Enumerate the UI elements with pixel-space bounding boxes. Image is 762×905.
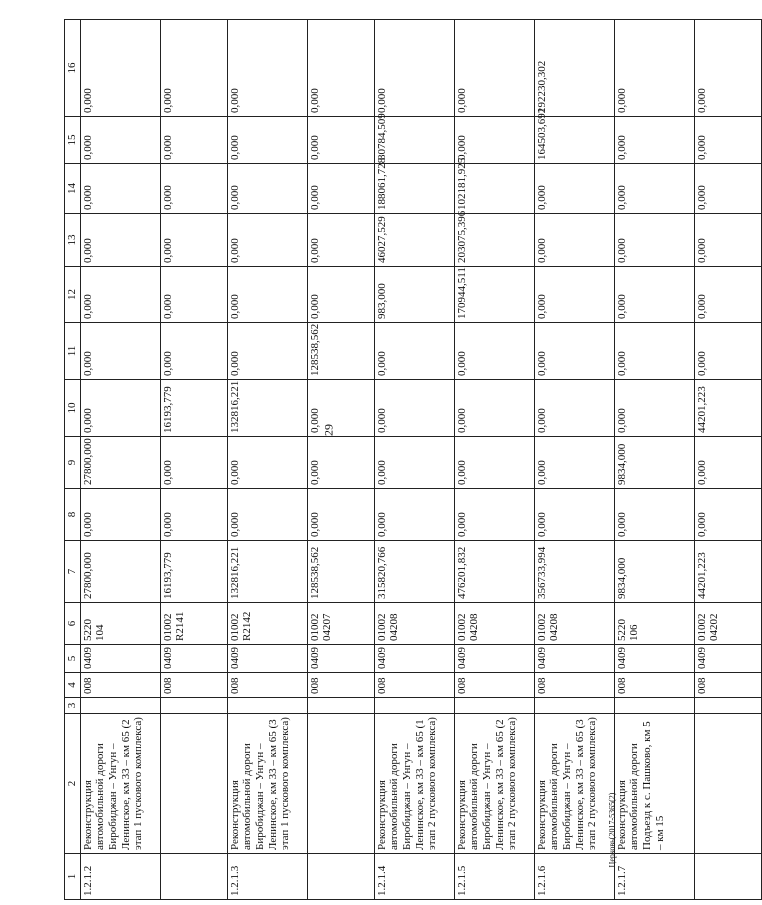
table-cell: 008: [694, 673, 761, 698]
table-cell: 0,000: [614, 489, 694, 541]
object-name-cell: [694, 714, 761, 854]
table-cell: 0,000: [694, 323, 761, 380]
table-header-row: [65, 20, 81, 900]
table-cell: 132816,221: [227, 541, 307, 603]
table-cell: 0,000: [160, 214, 227, 267]
table-cell: 0,000: [80, 267, 160, 323]
table-cell: 0,000: [227, 164, 307, 214]
table-cell: 27800,000: [80, 437, 160, 489]
table-cell: 9834,000: [614, 437, 694, 489]
row-number-cell: 1.2.1.5: [454, 854, 534, 900]
column-header: 16: [65, 20, 81, 117]
table-cell: 008: [454, 673, 534, 698]
table-cell: 0,000: [454, 380, 534, 437]
table-row: [307, 20, 374, 900]
table-cell: 0,000: [80, 164, 160, 214]
table-cell: 0,000: [534, 489, 614, 541]
column-header: 8: [65, 489, 81, 541]
table-cell: 16193,779: [160, 380, 227, 437]
table-cell: 0409: [694, 645, 761, 673]
table-cell: 0,000: [614, 323, 694, 380]
table-cell: 0,000: [227, 323, 307, 380]
table-cell: [534, 698, 614, 714]
table-cell: 0,000: [80, 20, 160, 117]
table-cell: 0,000: [694, 164, 761, 214]
object-name-cell: Реконструкция автомобильной дороги Биробиджан – Унгун – Ленинское, км 33 – км 65 (2 этап 2 пускового комплекса): [454, 714, 534, 854]
table-cell: 0,000: [80, 323, 160, 380]
table-row: [374, 20, 454, 900]
table-cell: 0,000: [374, 20, 454, 117]
table-cell: 008: [160, 673, 227, 698]
column-header: 10: [65, 380, 81, 437]
object-name-cell: [307, 714, 374, 854]
table-cell: 0,000: [374, 489, 454, 541]
object-name-cell: Реконструкция автомобильной дороги Биробиджан – Унгун – Ленинское, км 33 – км 65 (2 этап 1 пускового комплекса): [80, 714, 160, 854]
table-cell: 0,000: [614, 117, 694, 164]
table-cell: 9834,000: [614, 541, 694, 603]
table-cell: 0,000: [80, 117, 160, 164]
table-cell: 0,000: [160, 437, 227, 489]
table-row: [80, 20, 160, 900]
table-cell: 01002 04202: [694, 603, 761, 645]
row-number-cell: 1.2.1.4: [374, 854, 454, 900]
table-cell: 0,000: [454, 323, 534, 380]
table-cell: 128538,562: [307, 541, 374, 603]
table-cell: 192230,302: [534, 20, 614, 117]
table-cell: 0,000: [227, 20, 307, 117]
table-cell: 0,000: [694, 117, 761, 164]
table-cell: 01002 04208: [374, 603, 454, 645]
table-cell: 0409: [374, 645, 454, 673]
table-cell: 0,000: [307, 267, 374, 323]
table-cell: 0,000: [694, 214, 761, 267]
table-cell: 203075,396: [454, 214, 534, 267]
table-cell: 0,000: [614, 164, 694, 214]
object-name-cell: Реконструкция автомобильной дороги Биробиджан – Унгун – Ленинское, км 33 – км 65 (3 этап 2 пускового комплекса): [534, 714, 614, 854]
table-cell: 102181,925: [454, 164, 534, 214]
table-cell: 0,000: [614, 214, 694, 267]
table-cell: 0,000: [454, 437, 534, 489]
object-name-cell: Реконструкция автомобильной дороги Биробиджан – Унгун – Ленинское, км 33 – км 65 (3 этап 1 пускового комплекса): [227, 714, 307, 854]
table-row: [534, 20, 614, 900]
table-cell: 356733,994: [534, 541, 614, 603]
table-row: [454, 20, 534, 900]
table-cell: 0,000: [227, 437, 307, 489]
table-cell: 46027,529: [374, 214, 454, 267]
table-cell: 0,000: [160, 323, 227, 380]
table-cell: 0,000: [307, 20, 374, 117]
table-cell: 0,000: [534, 267, 614, 323]
table-row: [227, 20, 307, 900]
table-cell: 170944,511: [454, 267, 534, 323]
table-cell: 0,000: [307, 214, 374, 267]
column-header: 13: [65, 214, 81, 267]
table-cell: 008: [307, 673, 374, 698]
column-header: 3: [65, 698, 81, 714]
table-cell: 0409: [227, 645, 307, 673]
table-cell: [614, 698, 694, 714]
table-cell: 0,000: [534, 164, 614, 214]
table-cell: 315820,766: [374, 541, 454, 603]
table-cell: 0,000: [227, 489, 307, 541]
table-cell: 0,000: [307, 117, 374, 164]
table-cell: 008: [614, 673, 694, 698]
table-cell: 0409: [307, 645, 374, 673]
table-cell: 01002 R2141: [160, 603, 227, 645]
object-name-cell: Реконструкция автомобильной дороги Биробиджан – Унгун – Ленинское, км 33 – км 65 (1 этап 2 пускового комплекса): [374, 714, 454, 854]
table-cell: [694, 698, 761, 714]
table-cell: 983,000: [374, 267, 454, 323]
table-cell: 0,000: [80, 380, 160, 437]
table-cell: 188061,728: [374, 164, 454, 214]
row-number-cell: 1.2.1.6: [534, 854, 614, 900]
table-cell: 0,000: [307, 164, 374, 214]
row-number-cell: [694, 854, 761, 900]
table-cell: 0,000: [307, 489, 374, 541]
table-cell: 0,000: [694, 489, 761, 541]
table-cell: 0,000: [307, 380, 374, 437]
table-cell: 0409: [80, 645, 160, 673]
table-cell: 008: [80, 673, 160, 698]
table-cell: 0,000: [227, 214, 307, 267]
table-cell: 44201,223: [694, 380, 761, 437]
table-cell: 01002 04208: [454, 603, 534, 645]
column-header: 6: [65, 603, 81, 645]
table-cell: 0,000: [160, 20, 227, 117]
table-cell: 0,000: [694, 20, 761, 117]
column-header: 15: [65, 117, 81, 164]
table-cell: [80, 698, 160, 714]
table-cell: 008: [374, 673, 454, 698]
table-row: [614, 20, 694, 900]
column-header: 11: [65, 323, 81, 380]
table-cell: 128538,562: [307, 323, 374, 380]
table-cell: 44201,223: [694, 541, 761, 603]
table-cell: 0,000: [160, 267, 227, 323]
table-cell: 0409: [160, 645, 227, 673]
column-header: 12: [65, 267, 81, 323]
table-cell: 0409: [614, 645, 694, 673]
table-cell: 0,000: [534, 380, 614, 437]
table-cell: 5220 106: [614, 603, 694, 645]
table-cell: 0,000: [534, 323, 614, 380]
column-header: 7: [65, 541, 81, 603]
table-cell: 0,000: [454, 489, 534, 541]
table-row: [694, 20, 761, 900]
table-cell: 0,000: [614, 20, 694, 117]
table-cell: [374, 698, 454, 714]
table-cell: [307, 698, 374, 714]
column-header: 5: [65, 645, 81, 673]
budget-table: [64, 19, 762, 900]
table-cell: 0,000: [80, 214, 160, 267]
table-cell: 0,000: [694, 267, 761, 323]
object-name-cell: Реконструкция автомобильной дороги Подъезд к с. Пашково, км 5 – км 15: [614, 714, 694, 854]
table-cell: 0,000: [614, 380, 694, 437]
table-cell: 0,000: [374, 323, 454, 380]
table-cell: 0,000: [374, 380, 454, 437]
object-name-cell: [160, 714, 227, 854]
table-cell: 0409: [454, 645, 534, 673]
column-header: 9: [65, 437, 81, 489]
column-header: 4: [65, 673, 81, 698]
page-number: 29: [321, 424, 336, 436]
column-header: 1: [65, 854, 81, 900]
row-number-cell: [307, 854, 374, 900]
table-cell: [454, 698, 534, 714]
table-cell: 0,000: [614, 267, 694, 323]
table-cell: [227, 698, 307, 714]
table-row: [160, 20, 227, 900]
table-cell: 0409: [534, 645, 614, 673]
table-cell: 008: [227, 673, 307, 698]
document-footer: Церковь(2017-5365(2): [607, 792, 617, 868]
table-cell: 0,000: [80, 489, 160, 541]
table-cell: 132816,221: [227, 380, 307, 437]
table-body: [80, 20, 761, 900]
table-cell: 5220 104: [80, 603, 160, 645]
row-number-cell: 1.2.1.3: [227, 854, 307, 900]
table-cell: 476201,832: [454, 541, 534, 603]
table-cell: 27800,000: [80, 541, 160, 603]
table-cell: 01002 04207: [307, 603, 374, 645]
table-cell: 01002 04208: [534, 603, 614, 645]
row-number-cell: 1.2.1.7: [614, 854, 694, 900]
table-cell: 0,000: [307, 437, 374, 489]
table-cell: 0,000: [694, 437, 761, 489]
table-cell: 0,000: [534, 214, 614, 267]
row-number-cell: 1.2.1.2: [80, 854, 160, 900]
table-cell: [160, 698, 227, 714]
column-header: 14: [65, 164, 81, 214]
table-cell: 0,000: [227, 267, 307, 323]
table-cell: 0,000: [374, 437, 454, 489]
table-cell: 0,000: [160, 117, 227, 164]
table-cell: 008: [534, 673, 614, 698]
row-number-cell: [160, 854, 227, 900]
table-cell: 164503,692: [534, 117, 614, 164]
table-cell: 0,000: [160, 489, 227, 541]
table-cell: 16193,779: [160, 541, 227, 603]
table-cell: 0,000: [454, 20, 534, 117]
table-cell: 01002 R2142: [227, 603, 307, 645]
table-cell: 0,000: [160, 164, 227, 214]
table-cell: 80784,509: [374, 117, 454, 164]
table-cell: 0,000: [227, 117, 307, 164]
budget-table-container: [64, 20, 721, 900]
table-cell: 0,000: [454, 117, 534, 164]
table-cell: 0,000: [534, 437, 614, 489]
column-header: 2: [65, 714, 81, 854]
